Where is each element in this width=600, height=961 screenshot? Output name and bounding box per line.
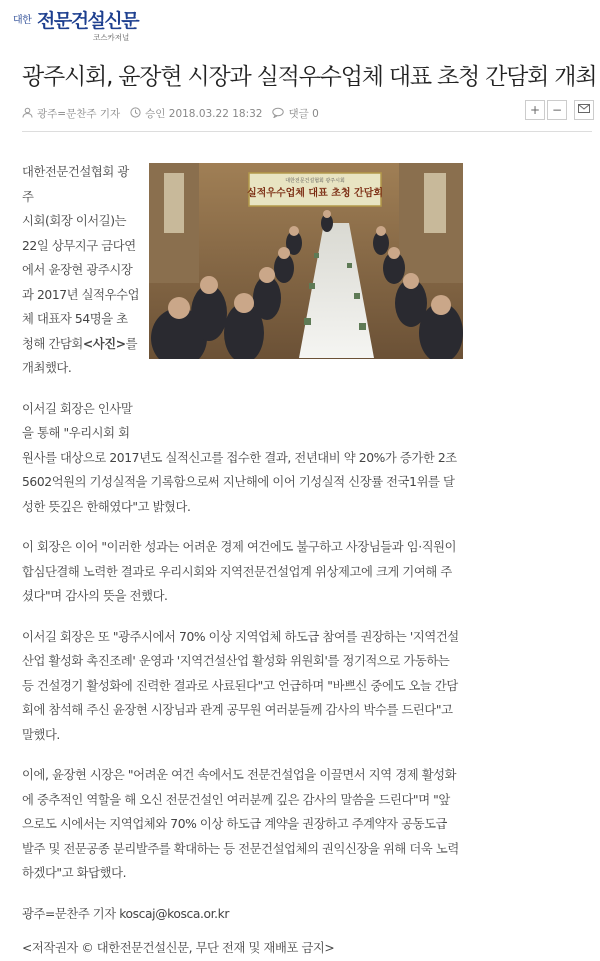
author: 광주=문찬주 기자 [37,108,121,120]
comment-count[interactable]: 댓글 0 [288,108,319,120]
article-body [22,160,460,961]
clock-icon [130,107,141,121]
copyright: <저작권자 © 대한전문건설신문, 무단 전재 및 재배포 금지> [22,941,335,955]
photo-banner-small: 대한전문건설협회 광주시회 [285,178,345,184]
comment-icon [272,107,284,121]
text-fragment: 를 [125,336,138,351]
photo-tag: <사진> [82,336,126,351]
masthead-small: 대한 [13,15,32,26]
article-meta [22,106,319,121]
paragraph-2 [22,397,460,520]
user-icon [22,107,33,121]
byline-signature: 광주=문찬주 기자 koscaj@kosca.or.kr [22,906,230,921]
paragraph-1-lines [22,160,140,381]
paragraph-5: 이에, 윤장현 시장은 "어려운 여건 속에서도 전문건설업을 이끌면서 지역 경제 활성화에 중추적인 역할을 해 오신 전문건설인 여러분께 깊은 감사의 말씀을 드린다"며 "앞으로도 시에서는 지역업체와 70% 이상 하도급 계약을 권장하고 주계약자 공동도급 발주 및 전문공종 분리발주를 확대하는 등 전문건설업체의 권익신장을 위해 더욱 노력하겠다"고 화답했다. [22,768,459,880]
masthead-sub: 코스카저널 [93,33,130,42]
paragraph-1 [22,160,460,381]
text-line: 대한전문건설협회 광주 [22,165,129,204]
masthead-logo[interactable] [13,6,139,42]
article-title: 광주시회, 윤장현 시장과 실적우수업체 대표 초청 간담회 개최 [22,64,597,90]
text-line: 체 대표자 54명을 초 [22,312,128,326]
paragraph-3: 이 회장은 이어 "이러한 성과는 어려운 경제 여건에도 불구하고 사장님들과 임·직원이 합심단결해 노력한 결과로 우리시회와 지역전문건설업계 위상제고에 크게 기여해 주셨다"며 감사의 뜻을 전했다. [22,540,457,603]
paragraph-4: 이서길 회장은 또 "광주시에서 70% 이상 지역업체 하도급 참여를 권장하는 '지역건설산업 활성화 촉진조례' 운영과 '지역건설산업 활성화 위원회'를 정기적으로 가동하는 등 건설경기 활성화에 진력한 결과로 사료된다"고 언급하며 "바쁘신 중에도 오늘 간담회에 참석해 주신 윤장현 시장님과 관계 공무원 여러분들께 감사의 박수를 드린다"고 말했다. [22,629,459,742]
header-divider [22,131,592,132]
mail-icon [578,104,590,113]
email-button[interactable] [574,100,594,120]
text-line: 과 2017년 실적우수업 [22,287,140,302]
font-decrease-button[interactable]: − [547,100,567,120]
font-increase-button[interactable]: + [525,100,545,120]
text-line [22,332,140,357]
text-line: 이서길 회장은 인사말 [22,401,133,416]
approved-time: 승인 2018.03.22 18:32 [145,108,263,120]
text-fragment: 원사를 대상으로 2017년도 실적신고를 접수한 결과, 전년대비 약 20%가 증가한 2조 5602억원의 기성실적을 기록함으로써 지난해에 이어 기성실적 신장률 전국1위를 달성한 뜻깊은 한해였다"고 밝혔다. [22,450,457,514]
text-line: 에서 윤장현 광주시장 [22,263,133,277]
text-line: 을 통해 "우리시회 회 [22,426,130,440]
photo-banner: 실적우수업체 대표 초청 간담회 [246,188,384,199]
masthead-name: 전문건설신문 [37,10,139,32]
article-tools [525,100,594,120]
text-line: 시회(회장 이서길)는 [22,214,127,228]
text-fragment: 청해 간담회 [22,336,83,351]
text-line: 개최했다. [22,361,72,375]
text-line: 22일 상무지구 금다연 [22,238,136,253]
